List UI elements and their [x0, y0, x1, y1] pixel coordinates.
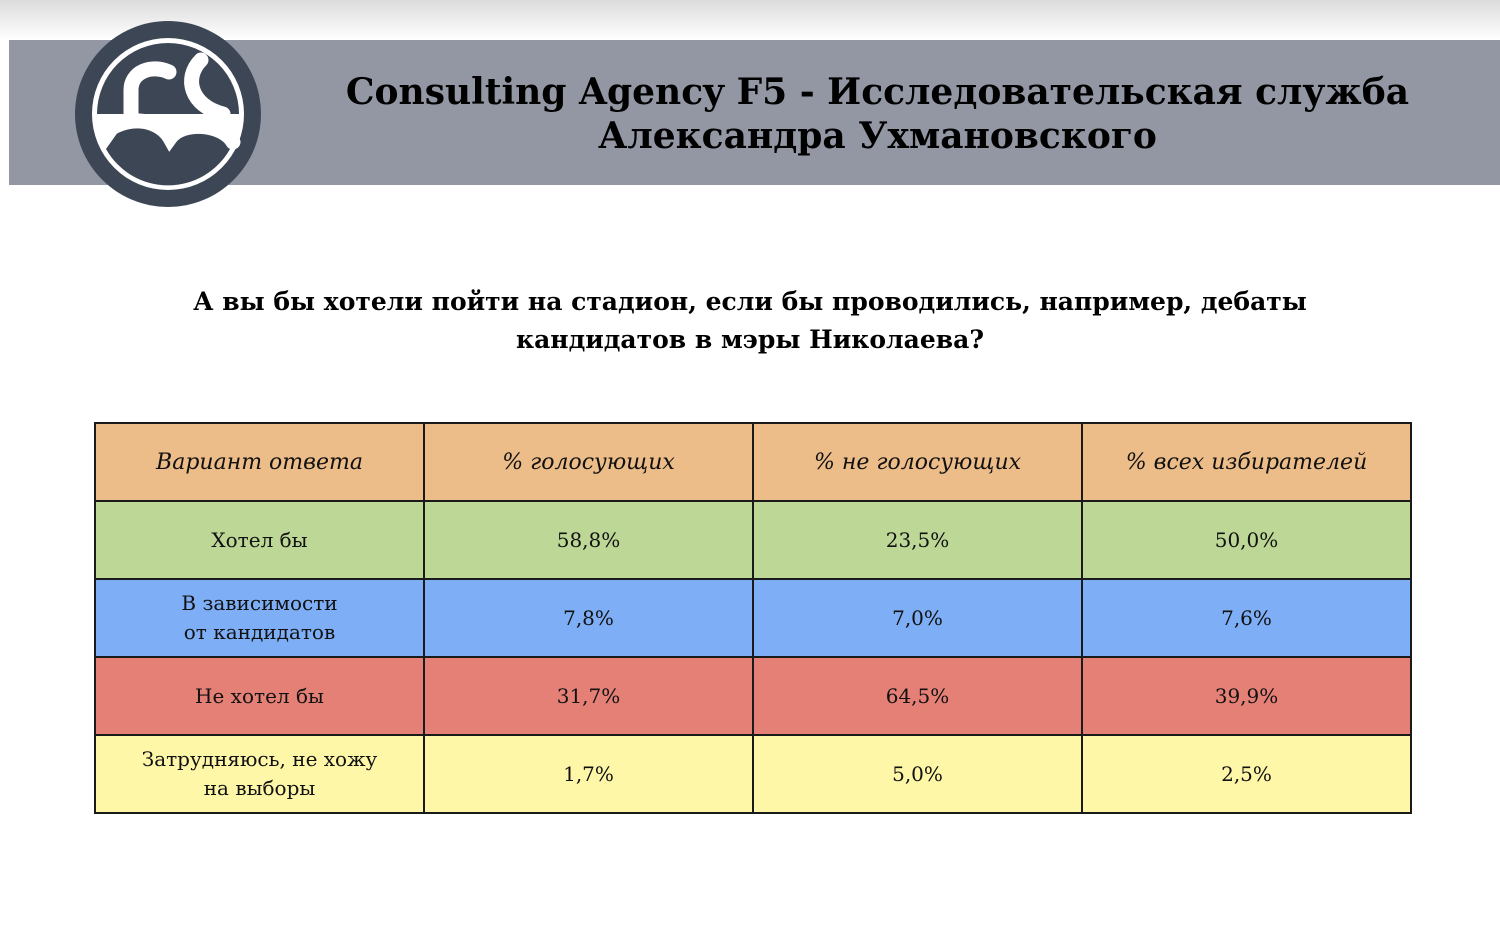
cell-voting: 31,7% [424, 657, 753, 735]
table-header-row [95, 423, 1411, 501]
question-line1: А вы бы хотели пойти на стадион, если бы проводились, например, дебаты [193, 287, 1307, 316]
cell-non-voting: 23,5% [753, 501, 1082, 579]
cell-all-voters: 50,0% [1082, 501, 1411, 579]
column-header-answer: Вариант ответа [95, 423, 424, 501]
cell-all-voters: 2,5% [1082, 735, 1411, 813]
column-header-all-voters: % всех избирателей [1082, 423, 1411, 501]
header-title [270, 70, 1485, 158]
row-label: Не хотел бы [95, 657, 424, 735]
question-line2: кандидатов в мэры Николаева? [516, 325, 984, 354]
f5-logo-icon [73, 20, 263, 208]
column-header-non-voting: % не голосующих [753, 423, 1082, 501]
cell-all-voters: 7,6% [1082, 579, 1411, 657]
cell-non-voting: 5,0% [753, 735, 1082, 813]
row-label: Хотел бы [95, 501, 424, 579]
cell-non-voting: 7,0% [753, 579, 1082, 657]
cell-all-voters: 39,9% [1082, 657, 1411, 735]
cell-voting: 58,8% [424, 501, 753, 579]
table-row [95, 501, 1411, 579]
header-title-line2: Александра Ухмановского [598, 115, 1157, 157]
table-row [95, 735, 1411, 813]
table-row [95, 579, 1411, 657]
question-text [100, 283, 1400, 359]
cell-non-voting: 64,5% [753, 657, 1082, 735]
table-row [95, 657, 1411, 735]
results-table [94, 422, 1412, 814]
column-header-voting: % голосующих [424, 423, 753, 501]
header-title-line1: Consulting Agency F5 - Исследовательская служба [345, 71, 1410, 113]
cell-voting: 7,8% [424, 579, 753, 657]
row-label: Затрудняюсь, не хожу на выборы [95, 735, 424, 813]
cell-voting: 1,7% [424, 735, 753, 813]
row-label: В зависимости от кандидатов [95, 579, 424, 657]
